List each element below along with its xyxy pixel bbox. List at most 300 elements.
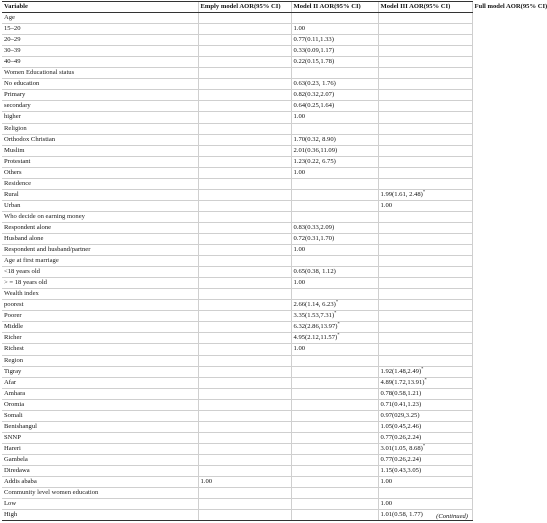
value-cell <box>291 477 378 488</box>
row-label-cell <box>2 123 198 134</box>
value-cell <box>198 510 291 521</box>
cell-value: 0.77(0.26,2.24) <box>380 433 422 441</box>
value-cell <box>198 167 291 178</box>
value-cell <box>291 366 378 377</box>
value-cell <box>291 68 378 79</box>
row-label-cell <box>2 35 198 46</box>
value-cell <box>378 24 472 35</box>
cell-value: 4.95(2.12,11.57) <box>293 334 338 342</box>
table-row <box>2 477 472 488</box>
table-section-row <box>2 289 472 300</box>
table-row <box>2 311 472 322</box>
cell-value: 0.63(0.23, 1.76) <box>293 80 336 88</box>
row-label-cell <box>2 355 198 366</box>
row-label: Middle <box>4 323 24 331</box>
value-cell <box>378 68 472 79</box>
table-section-row <box>2 178 472 189</box>
row-label-cell <box>2 344 198 355</box>
column-header: Model II AOR(95% CI) <box>291 2 378 13</box>
value-cell <box>378 167 472 178</box>
significance-marker: * <box>337 332 340 338</box>
row-label: Region <box>4 356 24 364</box>
value-cell <box>291 233 378 244</box>
value-cell <box>378 399 472 410</box>
row-label: Husband alone <box>4 234 44 242</box>
row-label-cell <box>2 454 198 465</box>
value-cell <box>291 488 378 499</box>
table-section-row <box>2 488 472 499</box>
significance-marker: * <box>422 442 426 448</box>
row-label: Somali <box>4 411 23 419</box>
value-cell <box>198 90 291 101</box>
row-label: Tigray <box>4 367 22 375</box>
value-cell <box>198 57 291 68</box>
table-row <box>2 145 472 156</box>
table-row <box>2 46 472 57</box>
row-label-cell <box>2 366 198 377</box>
table-row <box>2 322 472 333</box>
row-label-cell <box>2 377 198 388</box>
cell-value: 0.22(0.15,1.78) <box>293 58 335 66</box>
value-cell <box>198 410 291 421</box>
value-cell <box>198 322 291 333</box>
row-label-cell <box>2 499 198 510</box>
value-cell <box>291 200 378 211</box>
value-cell <box>378 145 472 156</box>
value-cell <box>291 355 378 366</box>
cell-value: 0.82(0.32,2.07) <box>293 91 335 99</box>
row-label: Richer <box>4 334 22 342</box>
row-label: Afar <box>4 378 17 386</box>
cell-value: 0.65(0.38, 1.12) <box>293 268 336 276</box>
value-cell <box>198 432 291 443</box>
row-label: Religion <box>4 124 27 132</box>
row-label: Oromia <box>4 400 25 408</box>
value-cell <box>198 399 291 410</box>
row-label-cell <box>2 432 198 443</box>
value-cell <box>198 68 291 79</box>
table-header-row: Variable Emply model AOR(95% CI) Model II AOR(95% CI) Model III AOR(95% CI) Full model AOR(95% CI) <box>2 2 472 13</box>
row-label-cell <box>2 289 198 300</box>
row-label: Benishangul <box>4 422 37 430</box>
row-label-cell <box>2 399 198 410</box>
row-label-cell <box>2 189 198 200</box>
row-label-cell <box>2 388 198 399</box>
cell-value: 0.72(0.31,1.70) <box>293 234 335 242</box>
value-cell <box>198 355 291 366</box>
row-label-cell <box>2 46 198 57</box>
cell-value: 0.77(0.11,1.33) <box>293 36 334 44</box>
cell-value: 2.66(1.14, 6.23) <box>293 301 336 309</box>
table-row <box>2 344 472 355</box>
value-cell <box>291 35 378 46</box>
value-cell <box>378 222 472 233</box>
value-cell <box>198 289 291 300</box>
table-row <box>2 432 472 443</box>
value-cell <box>198 156 291 167</box>
row-label: Women Educational status <box>4 69 75 77</box>
row-label-cell <box>2 167 198 178</box>
table-row <box>2 24 472 35</box>
row-label-cell <box>2 79 198 90</box>
cell-value: 6.32(2.86,13.97) <box>293 323 338 331</box>
table-row <box>2 454 472 465</box>
value-cell <box>378 256 472 267</box>
value-cell <box>378 300 472 311</box>
table-row <box>2 366 472 377</box>
value-cell <box>378 178 472 189</box>
row-label-cell <box>2 233 198 244</box>
row-label: Who decide on earning money <box>4 212 85 220</box>
value-cell <box>378 233 472 244</box>
value-cell <box>291 189 378 200</box>
value-cell <box>378 388 472 399</box>
row-label-cell <box>2 465 198 476</box>
row-label-cell <box>2 57 198 68</box>
significance-marker: * <box>421 365 424 371</box>
value-cell <box>291 278 378 289</box>
row-label-cell <box>2 333 198 344</box>
table-row <box>2 90 472 101</box>
value-cell <box>378 278 472 289</box>
row-label-cell <box>2 211 198 222</box>
value-cell <box>291 156 378 167</box>
regression-results-table <box>2 1 547 521</box>
row-label: Muslim <box>4 146 25 154</box>
cell-value: 1.05(0.45,2.46) <box>380 422 422 430</box>
value-cell <box>198 388 291 399</box>
cell-value: 1.00 <box>380 500 393 508</box>
value-cell <box>378 57 472 68</box>
row-label: Diredawa <box>4 466 30 474</box>
value-cell <box>378 410 472 421</box>
value-cell <box>378 245 472 256</box>
value-cell <box>198 256 291 267</box>
cell-value: 0.64(0.25,1.64) <box>293 102 335 110</box>
value-cell <box>378 289 472 300</box>
row-label: 30–39 <box>4 47 21 55</box>
row-label: Protestant <box>4 157 31 165</box>
cell-value: 3.01(1.05, 8.68) <box>380 444 423 452</box>
row-label: Poorer <box>4 312 22 320</box>
cell-value: 4.89(1.72,13.91) <box>380 378 425 386</box>
value-cell <box>198 245 291 256</box>
value-cell <box>378 200 472 211</box>
value-cell <box>198 366 291 377</box>
value-cell <box>291 123 378 134</box>
row-label-cell <box>2 13 198 24</box>
table-row <box>2 377 472 388</box>
value-cell <box>198 79 291 90</box>
table-section-row <box>2 68 472 79</box>
row-label: 20–29 <box>4 36 21 44</box>
value-cell <box>378 344 472 355</box>
value-cell <box>378 499 472 510</box>
row-label: 40–49 <box>4 58 21 66</box>
cell-value: 1.00 <box>380 478 393 486</box>
value-cell <box>198 443 291 454</box>
row-label: Addis ababa <box>4 478 37 486</box>
value-cell <box>291 24 378 35</box>
value-cell <box>378 134 472 145</box>
row-label-cell <box>2 322 198 333</box>
table-row <box>2 57 472 68</box>
table-row <box>2 79 472 90</box>
table-row <box>2 189 472 200</box>
value-cell <box>198 377 291 388</box>
row-label-cell <box>2 410 198 421</box>
significance-marker: * <box>422 188 426 194</box>
row-label: Respondent and husband/partner <box>4 246 91 254</box>
value-cell <box>378 211 472 222</box>
column-header: Model III AOR(95% CI) <box>378 2 472 13</box>
row-label: poorest <box>4 301 24 309</box>
row-label: SNNP <box>4 433 21 441</box>
table-section-row <box>2 355 472 366</box>
value-cell <box>198 465 291 476</box>
table-row <box>2 245 472 256</box>
value-cell <box>378 112 472 123</box>
row-label: higher <box>4 113 21 121</box>
row-label: Urban <box>4 201 21 209</box>
row-label-cell <box>2 178 198 189</box>
value-cell <box>378 46 472 57</box>
cell-value: 1.92(1.48,2.49) <box>380 367 422 375</box>
table-row <box>2 333 472 344</box>
row-label: Amhara <box>4 389 26 397</box>
value-cell <box>291 134 378 145</box>
cell-value: 2.01(0.36,11.09) <box>293 146 338 154</box>
value-cell <box>198 46 291 57</box>
value-cell <box>198 123 291 134</box>
value-cell <box>378 421 472 432</box>
value-cell <box>291 13 378 24</box>
value-cell <box>291 256 378 267</box>
row-label-cell <box>2 145 198 156</box>
value-cell <box>291 101 378 112</box>
table-section-row <box>2 123 472 134</box>
value-cell <box>291 112 378 123</box>
value-cell <box>291 245 378 256</box>
cell-value: 3.35(1.53,7.31) <box>293 312 335 320</box>
table-row <box>2 421 472 432</box>
value-cell <box>198 344 291 355</box>
row-label-cell <box>2 134 198 145</box>
column-header: Emply model AOR(95% CI) <box>198 2 291 13</box>
value-cell <box>198 112 291 123</box>
row-label-cell <box>2 443 198 454</box>
table-row <box>2 167 472 178</box>
value-cell <box>378 79 472 90</box>
row-label: High <box>4 511 18 519</box>
cell-value: 0.77(0.26,2.24) <box>380 455 422 463</box>
value-cell <box>291 222 378 233</box>
value-cell <box>291 289 378 300</box>
table-row <box>2 465 472 476</box>
value-cell <box>378 477 472 488</box>
value-cell <box>198 233 291 244</box>
value-cell <box>198 454 291 465</box>
row-label: Gambela <box>4 455 28 463</box>
value-cell <box>291 510 378 521</box>
value-cell <box>378 366 472 377</box>
value-cell <box>291 399 378 410</box>
significance-marker: * <box>335 299 339 305</box>
table-row <box>2 278 472 289</box>
value-cell <box>198 24 291 35</box>
value-cell <box>291 79 378 90</box>
value-cell <box>378 101 472 112</box>
table-section-row <box>2 256 472 267</box>
cell-value: 1.00 <box>293 345 306 353</box>
row-label: No education <box>4 80 40 88</box>
row-label-cell <box>2 24 198 35</box>
value-cell <box>378 443 472 454</box>
row-label: Rural <box>4 190 19 198</box>
row-label: > = 18 years old <box>4 279 47 287</box>
value-cell <box>198 200 291 211</box>
value-cell <box>291 322 378 333</box>
value-cell <box>291 267 378 278</box>
row-label-cell <box>2 101 198 112</box>
value-cell <box>198 267 291 278</box>
value-cell <box>198 211 291 222</box>
table-row <box>2 443 472 454</box>
row-label-cell <box>2 477 198 488</box>
row-label: Community level women education <box>4 489 99 497</box>
row-label-cell <box>2 200 198 211</box>
table-row <box>2 410 472 421</box>
value-cell <box>198 421 291 432</box>
cell-value: 0.71(0.41,1.23) <box>380 400 422 408</box>
table-row <box>2 399 472 410</box>
row-label: <18 years old <box>4 268 40 276</box>
value-cell <box>198 477 291 488</box>
table-row <box>2 112 472 123</box>
value-cell <box>291 90 378 101</box>
row-label: Age at first marriage <box>4 257 59 265</box>
cell-value: 1.70(0.32, 8.90) <box>293 135 336 143</box>
value-cell <box>378 322 472 333</box>
value-cell <box>378 311 472 322</box>
value-cell <box>198 145 291 156</box>
value-cell <box>291 300 378 311</box>
value-cell <box>291 145 378 156</box>
value-cell <box>378 189 472 200</box>
value-cell <box>198 278 291 289</box>
table-row <box>2 510 472 521</box>
table-row <box>2 267 472 278</box>
table-row <box>2 156 472 167</box>
cell-value: 1.00 <box>293 246 306 254</box>
value-cell <box>291 46 378 57</box>
table-row <box>2 300 472 311</box>
value-cell <box>198 499 291 510</box>
row-label-cell <box>2 112 198 123</box>
row-label-cell <box>2 300 198 311</box>
value-cell <box>198 101 291 112</box>
value-cell <box>291 499 378 510</box>
cell-value: 1.99(1.61, 2.48) <box>380 190 423 198</box>
value-cell <box>378 156 472 167</box>
row-label: Residence <box>4 179 32 187</box>
value-cell <box>291 388 378 399</box>
column-header: Variable <box>2 2 198 13</box>
value-cell <box>291 465 378 476</box>
value-cell <box>378 90 472 101</box>
table-row <box>2 233 472 244</box>
row-label-cell <box>2 245 198 256</box>
value-cell <box>378 333 472 344</box>
value-cell <box>291 377 378 388</box>
value-cell <box>291 443 378 454</box>
value-cell <box>291 57 378 68</box>
row-label-cell <box>2 488 198 499</box>
value-cell <box>378 355 472 366</box>
value-cell <box>378 35 472 46</box>
value-cell <box>291 167 378 178</box>
row-label-cell <box>2 68 198 79</box>
cell-value: 1.00 <box>380 201 393 209</box>
row-label-cell <box>2 510 198 521</box>
table-body <box>2 13 472 521</box>
table-row <box>2 35 472 46</box>
value-cell <box>291 410 378 421</box>
significance-marker: * <box>424 376 427 382</box>
cell-value: 1.23(0.22, 6.75) <box>293 157 336 165</box>
value-cell <box>198 488 291 499</box>
cell-value: 1.00 <box>293 279 306 287</box>
value-cell <box>291 421 378 432</box>
row-label-cell <box>2 267 198 278</box>
table-row <box>2 200 472 211</box>
row-label-cell <box>2 256 198 267</box>
row-label: secondary <box>4 102 31 110</box>
row-label: Orthodox Christian <box>4 135 56 143</box>
cell-value: 1.01(0.58, 1.77) <box>380 511 423 519</box>
value-cell <box>291 311 378 322</box>
table-row <box>2 134 472 145</box>
row-label: Hareri <box>4 444 21 452</box>
table-section-row <box>2 211 472 222</box>
significance-marker: * <box>334 310 337 316</box>
row-label: Age <box>4 14 15 22</box>
table-row <box>2 101 472 112</box>
value-cell <box>198 311 291 322</box>
row-label: Others <box>4 168 22 176</box>
value-cell <box>198 189 291 200</box>
cell-value: 1.15(0.43,3.05) <box>380 466 422 474</box>
value-cell <box>291 454 378 465</box>
value-cell <box>291 344 378 355</box>
value-cell <box>198 35 291 46</box>
value-cell <box>198 13 291 24</box>
cell-value: 1.00 <box>293 25 306 33</box>
value-cell <box>198 333 291 344</box>
value-cell <box>291 211 378 222</box>
row-label-cell <box>2 90 198 101</box>
value-cell <box>291 432 378 443</box>
value-cell <box>198 222 291 233</box>
row-label: Low <box>4 500 17 508</box>
row-label-cell <box>2 156 198 167</box>
row-label-cell <box>2 311 198 322</box>
row-label-cell <box>2 222 198 233</box>
value-cell <box>378 13 472 24</box>
value-cell <box>378 488 472 499</box>
cell-value: 0.78(0.58,1.21) <box>380 389 422 397</box>
value-cell <box>378 123 472 134</box>
